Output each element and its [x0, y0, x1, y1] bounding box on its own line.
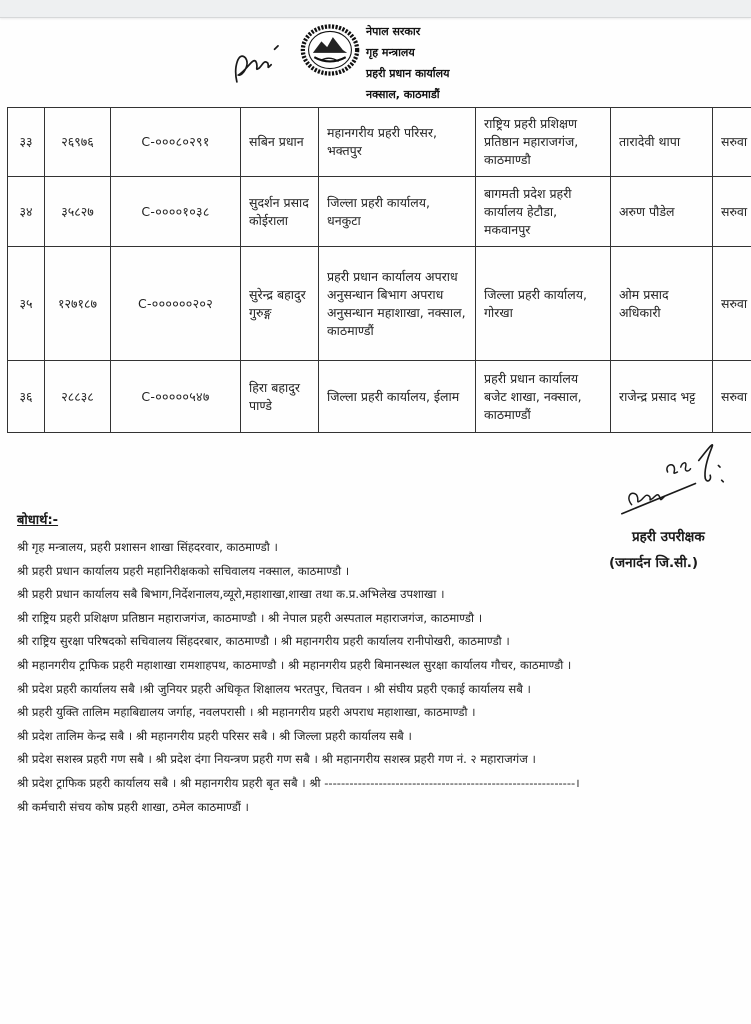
- cc-line: श्री प्रदेश तालिम केन्द्र सबै । श्री महानगरीय प्रहरी परिसर सबै । श्री जिल्ला प्रहरी कार्यालय सबै ।: [17, 728, 412, 743]
- office-stamp: [366, 21, 516, 105]
- replacement-name: तारादेवी थापा: [611, 108, 713, 177]
- employee-code: C-००००१०३८: [111, 177, 241, 247]
- table-row: [8, 108, 751, 177]
- cc-heading: बोधार्थ:-: [17, 513, 59, 528]
- employee-code: C-०००००५४७: [111, 361, 241, 433]
- serial-number: ३६: [8, 361, 45, 433]
- employee-name: सुदर्शन प्रसाद कोईराला: [241, 177, 319, 247]
- cc-line: श्री प्रदेश प्रहरी कार्यालय सबै ।श्री जुनियर प्रहरी अधिकृत शिक्षालय भरतपुर, चितवन । श्री संघीय प्रहरी एकाई कार्यालय सबै ।: [17, 681, 531, 696]
- employee-id: २६९७६: [45, 108, 111, 177]
- cc-line: श्री प्रहरी युक्ति तालिम महाबिद्यालय जर्गाह, नवलपरासी । श्री महानगरीय प्रहरी अपराध महाशाखा, काठमाण्डौ ।: [17, 705, 476, 720]
- stamp-line-3: प्रहरी प्रधान कार्यालय: [366, 67, 450, 80]
- signatory-title: प्रहरी उपरीक्षक: [632, 529, 705, 545]
- to-office: बागमती प्रदेश प्रहरी कार्यालय हेटौडा, मकवानपुर: [476, 177, 611, 247]
- replacement-name: अरुण पौडेल: [611, 177, 713, 247]
- from-office: जिल्ला प्रहरी कार्यालय, धनकुटा: [319, 177, 476, 247]
- cc-list: [17, 536, 580, 819]
- cc-line: श्री प्रहरी प्रधान कार्यालय सबै बिभाग,निर्देशनालय,व्यूरो,महाशाखा,शाखा तथा क.प्र.अभिलेख उपशाखा ।: [17, 587, 445, 602]
- nepal-emblem-seal: [300, 22, 360, 78]
- serial-number: ३४: [8, 177, 45, 247]
- employee-name: सबिन प्रधान: [241, 108, 319, 177]
- employee-id: २८८३८: [45, 361, 111, 433]
- replacement-name: ओम प्रसाद अधिकारी: [611, 247, 713, 361]
- cc-line: श्री प्रदेश ट्राफिक प्रहरी कार्यालय सबै । श्री महानगरीय प्रहरी बृत सबै । श्री ------------------------------------------------------------।: [17, 775, 580, 790]
- employee-id: ३५८२७: [45, 177, 111, 247]
- employee-id: १२७१८७: [45, 247, 111, 361]
- action-type: सरुवा: [713, 247, 751, 361]
- serial-number: ३३: [8, 108, 45, 177]
- transfer-table: [7, 107, 751, 433]
- cc-line: श्री राष्ट्रिय सुरक्षा परिषदको सचिवालय सिंहदरबार, काठमाण्डौ । श्री महानगरीय प्रहरी कार्यालय रानीपोखरी, काठमाण्डौ ।: [17, 634, 510, 649]
- table-row: [8, 177, 751, 247]
- table-row: [8, 361, 751, 433]
- initial-signature: [230, 30, 290, 90]
- cc-line: श्री राष्ट्रिय प्रहरी प्रशिक्षण प्रतिष्ठान महाराजगंज, काठमाण्डौ । श्री नेपाल प्रहरी अस्पताल महाराजगंज, काठमाण्डौ ।: [17, 610, 483, 625]
- signatory-name: (जनार्दन जि.सी.): [609, 555, 699, 571]
- to-office: राष्ट्रिय प्रहरी प्रशिक्षण प्रतिष्ठान महाराजगंज, काठमाण्डौ: [476, 108, 611, 177]
- employee-name: हिरा बहादुर पाण्डे: [241, 361, 319, 433]
- serial-number: ३५: [8, 247, 45, 361]
- employee-code: C-०००८०२९१: [111, 108, 241, 177]
- to-office: प्रहरी प्रधान कार्यालय बजेट शाखा, नक्साल, काठमाण्डौं: [476, 361, 611, 433]
- stamp-line-2: गृह मन्त्रालय: [366, 46, 415, 59]
- from-office: प्रहरी प्रधान कार्यालय अपराध अनुसन्धान बिभाग अपराध अनुसन्धान महाशाखा, नक्साल, काठमाण्डौं: [319, 247, 476, 361]
- stamp-line-1: नेपाल सरकार: [366, 25, 421, 38]
- cc-line: श्री प्रहरी प्रधान कार्यालय प्रहरी महानिरीक्षकको सचिवालय नक्साल, काठमाण्डौ ।: [17, 563, 350, 578]
- employee-name: सुरेन्द्र बहादुर गुरुङ्ग: [241, 247, 319, 361]
- cc-line: श्री कर्मचारी संचय कोष प्रहरी शाखा, ठमेल काठमाण्डौं ।: [17, 799, 249, 814]
- from-office: महानगरीय प्रहरी परिसर, भक्तपुर: [319, 108, 476, 177]
- replacement-name: राजेन्द्र प्रसाद भट्ट: [611, 361, 713, 433]
- table-row: [8, 247, 751, 361]
- action-type: सरुवा: [713, 361, 751, 433]
- viewer-top-bar: [0, 0, 751, 18]
- stamp-line-4: नक्साल, काठमाडौं: [366, 88, 440, 101]
- action-type: सरुवा: [713, 108, 751, 177]
- cc-line: श्री महानगरीय ट्राफिक प्रहरी महाशाखा रामशाहपथ, काठमाण्डौ । श्री महानगरीय प्रहरी बिमानस्थल सुरक्षा कार्यालय गौचर, काठमाण्डौ ।: [17, 657, 572, 672]
- action-type: सरुवा: [713, 177, 751, 247]
- superintendent-signature: [600, 436, 750, 526]
- from-office: जिल्ला प्रहरी कार्यालय, ईलाम: [319, 361, 476, 433]
- cc-line: श्री प्रदेश सशस्त्र प्रहरी गण सबै । श्री प्रदेश दंगा नियन्त्रण प्रहरी गण सबै । श्री महानगरीय सशस्त्र प्रहरी गण नं. २ महाराजगंज ।: [17, 752, 536, 767]
- employee-code: C-००००००२०२: [111, 247, 241, 361]
- to-office: जिल्ला प्रहरी कार्यालय, गोरखा: [476, 247, 611, 361]
- cc-line: श्री गृह मन्त्रालय, प्रहरी प्रशासन शाखा सिंहदरवार, काठमाण्डौ ।: [17, 540, 278, 554]
